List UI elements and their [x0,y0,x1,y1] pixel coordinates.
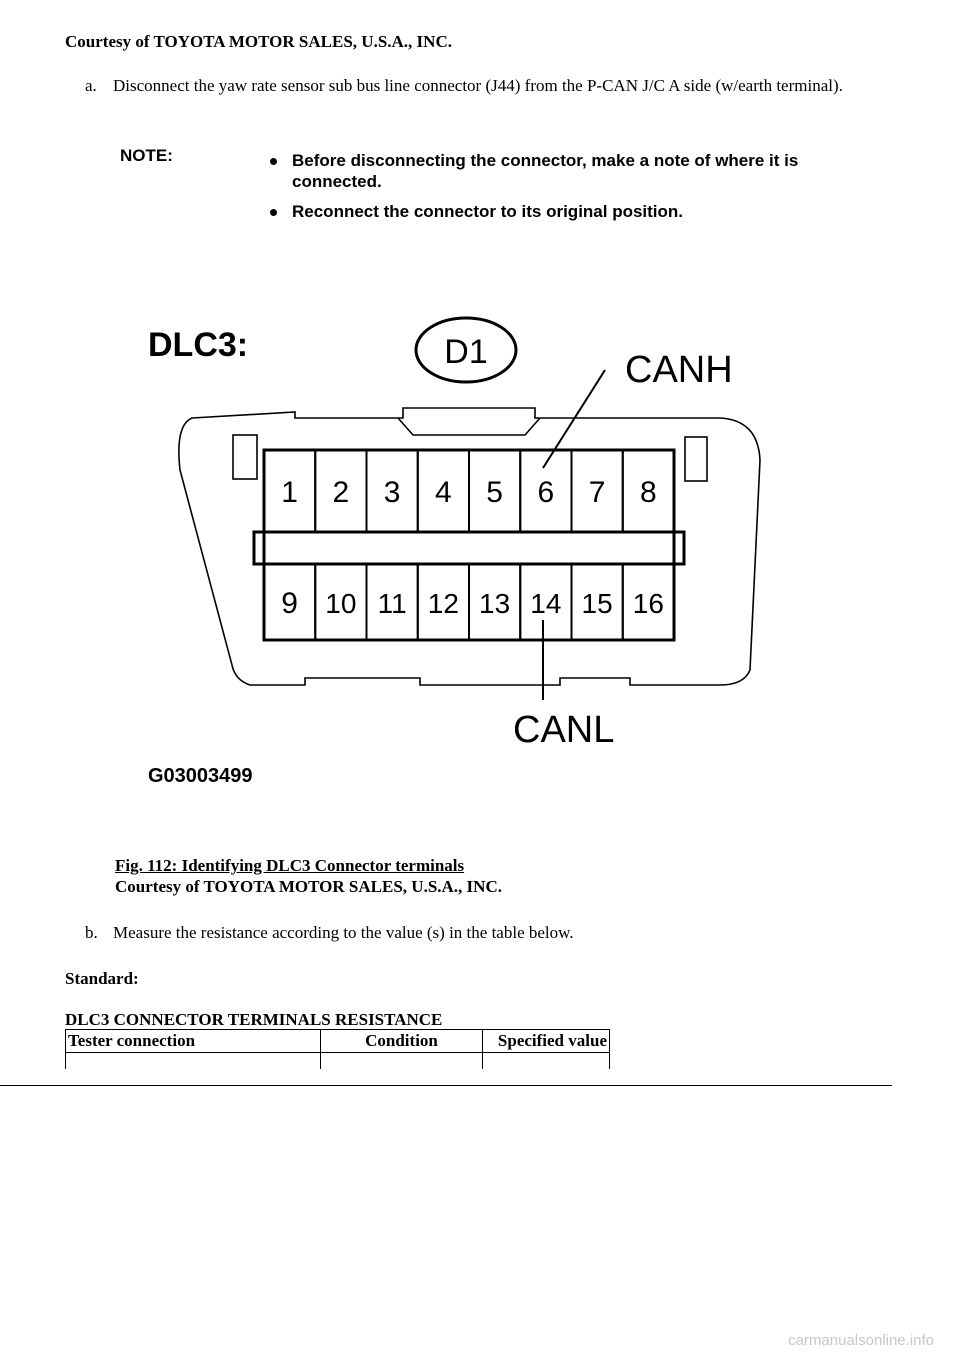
figure-courtesy: Courtesy of TOYOTA MOTOR SALES, U.S.A., INC. [115,877,502,896]
canh-pointer [543,370,605,468]
standard-label: Standard: [65,969,139,988]
pin-label-8: 8 [640,476,657,509]
figure-code: G03003499 [148,765,253,787]
header-tester-connection: Tester connection [66,1030,321,1053]
pin-label-14: 14 [530,588,562,619]
step-b-text: Measure the resistance according to the value (s) in the table below. [113,923,574,942]
right-latch [685,437,707,481]
table-title: DLC3 CONNECTOR TERMINALS RESISTANCE [65,1010,443,1029]
left-latch [233,435,257,479]
pin-label-7: 7 [588,476,606,509]
canl-label: CANL [513,709,615,751]
bullet-dot-icon [270,158,277,165]
watermark: carmanualsonline.info [788,1332,934,1349]
bottom-pin-row [264,564,674,640]
courtesy-header: Courtesy of TOYOTA MOTOR SALES, U.S.A., INC. [65,32,452,51]
canh-label: CANH [625,349,733,391]
pin-label-12: 12 [427,588,459,619]
figure-caption[interactable]: Fig. 112: Identifying DLC3 Connector terminals [115,856,465,875]
table-row [66,1053,610,1070]
step-b-marker: b. [85,923,98,942]
pin-label-16: 16 [632,588,664,619]
pin-label-3: 3 [383,476,401,509]
header-specified-value: Specified value [483,1030,610,1053]
pin-label-9: 9 [281,587,298,620]
top-pin-row [264,450,674,532]
pin-label-13: 13 [479,588,511,619]
pin-label-11: 11 [377,588,407,619]
pin-label-15: 15 [581,588,613,619]
note-bullet-text: Reconnect the connector to its original position. [292,202,684,221]
table-cell [66,1053,321,1070]
dlc3-connector-diagram [130,300,810,800]
connector-id: D1 [444,333,488,371]
resistance-table [65,1029,610,1069]
step-a-text: Disconnect the yaw rate sensor sub bus line connector (J44) from the P-CAN J/C A side (w/earth terminal). [113,76,843,95]
connector-keyway [398,418,540,435]
pin-label-1: 1 [281,476,298,509]
table-header-row [66,1030,610,1053]
step-a-marker: a. [85,76,97,95]
pin-label-6: 6 [537,476,555,509]
bullet-dot-icon [270,209,277,216]
pin-label-10: 10 [325,588,357,619]
header-condition: Condition [321,1030,483,1053]
table-cell [483,1053,610,1070]
pin-label-4: 4 [435,476,452,509]
page-divider [0,1085,892,1086]
center-rib [254,532,684,564]
pin-label-2: 2 [332,476,350,509]
diagram-title: DLC3: [148,326,249,364]
pin-label-5: 5 [486,476,503,509]
note-bullet-text: Before disconnecting the connector, make a note of where it is connected. [292,151,799,191]
table-cell [321,1053,483,1070]
note-label: NOTE: [120,146,173,165]
